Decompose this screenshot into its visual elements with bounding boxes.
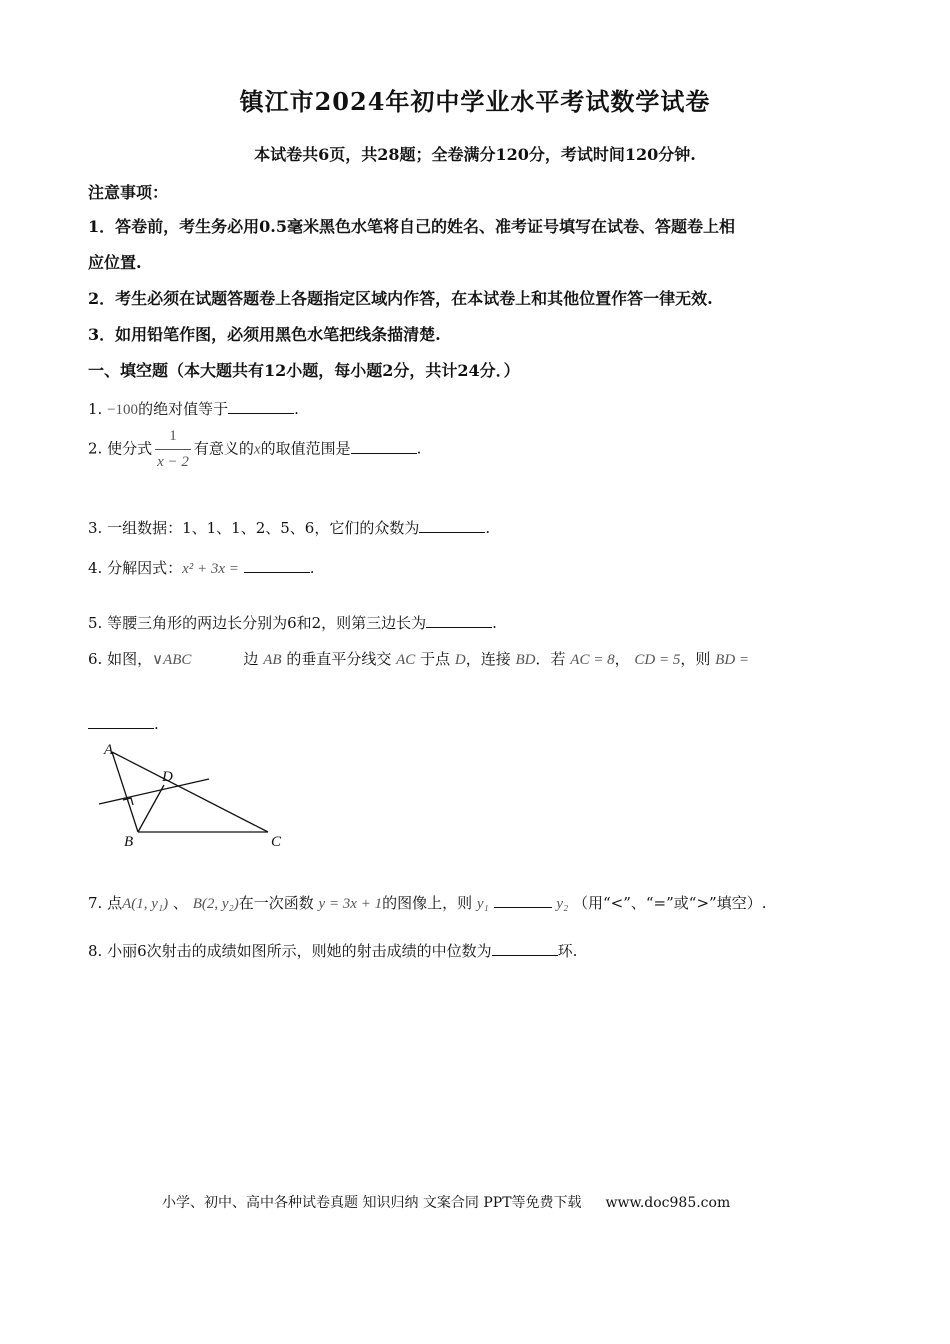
note-item-2: 2．考生必须在试题答题卷上各题指定区域内作答，在本试卷上和其他位置作答一律无效. bbox=[88, 289, 713, 308]
segment-ac bbox=[112, 752, 268, 832]
answer-blank-3 bbox=[419, 518, 485, 533]
answer-blank-2 bbox=[351, 439, 417, 454]
label-b: B bbox=[124, 834, 134, 850]
linear-function: y = 3x + 1 bbox=[318, 896, 383, 912]
triangle-abc-diagram bbox=[94, 738, 294, 850]
question-3: 3. 一组数据：1、1、1、2、5、6，它们的众数为 . bbox=[88, 519, 491, 537]
notes-heading: 注意事项： bbox=[88, 183, 169, 202]
question-6-answer-line: . bbox=[88, 714, 159, 733]
footer-url[interactable]: www.doc985.com bbox=[605, 1195, 731, 1211]
question-2: 2. 使分式 $\frac{1}{x - 2}$ 有意义的x的取值范围是 . bbox=[88, 428, 422, 470]
question-1: 1. −100的绝对值等于 . bbox=[88, 400, 299, 418]
page-title: 镇江市2024年初中学业水平考试数学试卷 bbox=[239, 87, 711, 116]
page-subtitle: 本试卷共6页，共28题；全卷满分120分，考试时间120分钟. bbox=[254, 145, 696, 164]
label-d: D bbox=[162, 769, 173, 785]
point-a: A(1, y₁) bbox=[122, 896, 169, 912]
section-1-heading: 一、填空题（本大题共有12小题，每小题2分，共计24分．） bbox=[88, 361, 520, 380]
answer-blank-7 bbox=[494, 893, 552, 908]
answer-blank-5 bbox=[426, 613, 492, 628]
label-a: A bbox=[104, 742, 114, 758]
label-c: C bbox=[271, 834, 282, 850]
page-footer bbox=[162, 1192, 730, 1212]
question-5: 5. 等腰三角形的两边长分别为6和2，则第三边长为 . bbox=[88, 614, 497, 632]
question-4: 4. 分解因式：x² + 3x = . bbox=[88, 559, 315, 577]
answer-blank-1 bbox=[228, 399, 294, 414]
footer-text: 小学、初中、高中各种试卷真题 知识归纳 文案合同 PPT等免费下载 bbox=[162, 1195, 582, 1211]
note-item-3: 3．如用铅笔作图，必须用黑色水笔把线条描清楚. bbox=[88, 325, 441, 344]
triangle-figure bbox=[94, 738, 294, 854]
perpendicular-bisector bbox=[99, 779, 209, 804]
question-6: 6. 如图，∨ABC 边 AB 的垂直平分线交 AC 于点 D，连接 BD．若 AC = 8， CD = 5，则 BD = bbox=[88, 650, 750, 668]
answer-blank-4 bbox=[244, 558, 310, 573]
answer-blank-6 bbox=[88, 714, 154, 729]
question-7: 7. 点A(1, y₁) 、 B(2, y₂)在一次函数 y = 3x + 1的图像上，则 y₁ y₂ （用“<”、“=”或“>”填空）. bbox=[88, 894, 767, 912]
answer-blank-8 bbox=[492, 941, 558, 956]
math-x-squared-plus-3x: x² + 3x = bbox=[182, 561, 239, 577]
question-8: 8. 小丽6次射击的成绩如图所示，则她的射击成绩的中位数为 环. bbox=[88, 942, 578, 960]
math-neg-100: −100 bbox=[107, 402, 139, 418]
point-b: B(2, y₂) bbox=[192, 896, 239, 912]
note-item-1-line-1: 1．答卷前，考生务必用0.5毫米黑色水笔将自己的姓名、准考证号填写在试卷、答题卷上相 bbox=[88, 217, 735, 236]
note-item-1-line-2: 应位置. bbox=[88, 253, 142, 272]
fraction-1-over-x-minus-2: $\frac{1}{x - 2}$ bbox=[157, 428, 189, 470]
math-triangle-abc: ∨ABC bbox=[152, 652, 192, 668]
